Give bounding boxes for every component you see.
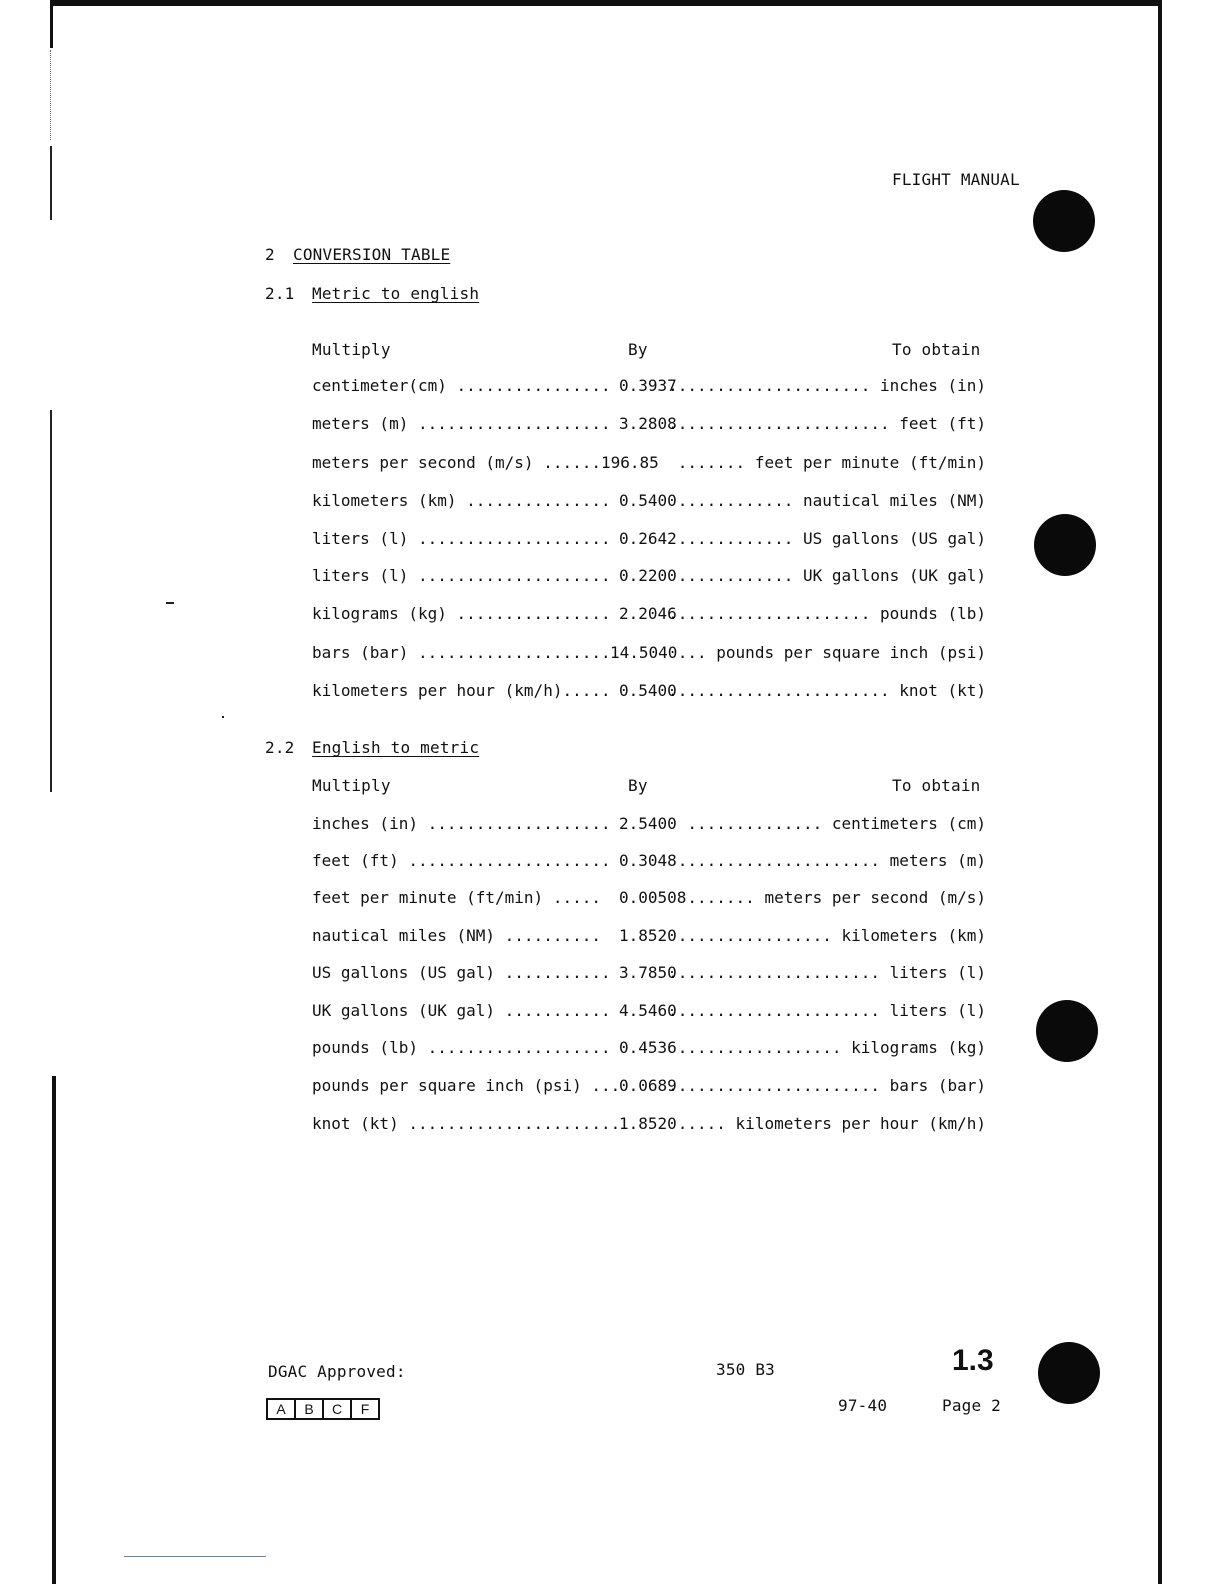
table-row [312, 888, 986, 910]
table-row [312, 851, 986, 873]
factor: 14.5040 [610, 643, 678, 662]
from-unit: feet (ft) ..................... [312, 851, 611, 870]
table-row [312, 453, 986, 475]
table-row [312, 529, 986, 551]
factor: 0.2642 [619, 529, 677, 548]
table-row [312, 376, 986, 398]
subsection-number: 2.1 [265, 284, 295, 303]
column-header-by: By [628, 340, 648, 359]
from-unit: bars (bar) .................... [312, 643, 611, 662]
from-unit: inches (in) ................... [312, 814, 611, 833]
revision-code: 97-40 [838, 1396, 888, 1415]
factor: 2.2046 [619, 604, 677, 623]
to-unit: .............. centimeters (cm) [687, 814, 986, 833]
to-unit: ............ nautical miles (NM) [677, 491, 986, 510]
factor: 0.4536 [619, 1038, 677, 1057]
subsection-title: English to metric [312, 738, 480, 757]
to-unit: ...................... liters (l) [668, 1001, 986, 1020]
factor: 0.3937 [619, 376, 677, 395]
from-unit: kilometers (km) ............... [312, 491, 611, 510]
scan-border-right [1158, 0, 1162, 1584]
from-unit: knot (kt) ...................... [312, 1114, 621, 1133]
from-unit: US gallons (US gal) ........... [312, 963, 611, 982]
from-unit: liters (l) .................... [312, 529, 611, 548]
scan-speck [222, 716, 224, 718]
to-unit: ............ UK gallons (UK gal) [677, 566, 986, 585]
factor: 2.5400 [619, 814, 677, 833]
to-unit: ..................... meters (m) [677, 851, 986, 870]
to-unit: ...................... liters (l) [668, 963, 986, 982]
from-unit: kilograms (kg) ................ [312, 604, 611, 623]
scan-dotted-edge [50, 50, 51, 140]
to-unit: ................ kilometers (km) [677, 926, 986, 945]
to-unit: ....... meters per second (m/s) [687, 888, 986, 907]
table-row [312, 566, 986, 588]
column-header-obtain: To obtain [892, 776, 981, 795]
factor: 3.2808 [619, 414, 677, 433]
approval-boxes [268, 1398, 380, 1420]
factor: 1.8520 [619, 1114, 677, 1133]
scan-speck [166, 602, 174, 604]
table-row [312, 491, 986, 513]
binder-hole [1034, 514, 1096, 576]
factor: 0.2200 [619, 566, 677, 585]
approval-label: DGAC Approved: [268, 1362, 406, 1381]
approval-box: A [266, 1398, 296, 1420]
to-unit: ....................... knot (kt) [668, 681, 986, 700]
scan-border-left [52, 1076, 56, 1584]
table-row [312, 926, 986, 948]
manual-title: FLIGHT MANUAL [892, 170, 1020, 189]
page-number: Page 2 [942, 1396, 1001, 1415]
binder-hole [1036, 1000, 1098, 1062]
factor: 1.8520 [619, 926, 677, 945]
section-number-large: 1.3 [952, 1344, 994, 1377]
from-unit: liters (l) .................... [312, 566, 611, 585]
factor: 0.5400 [619, 491, 677, 510]
from-unit: kilometers per hour (km/h)..... [312, 681, 611, 700]
factor: 3.7850 [619, 963, 677, 982]
column-header-obtain: To obtain [892, 340, 981, 359]
from-unit: feet per minute (ft/min) ..... [312, 888, 601, 907]
from-unit: pounds per square inch (psi) ... [312, 1076, 621, 1095]
binder-hole [1033, 190, 1095, 252]
section-title: CONVERSION TABLE [293, 245, 451, 264]
scan-border-left [50, 146, 52, 220]
to-unit: ..... kilometers per hour (km/h) [677, 1114, 986, 1133]
table-row [312, 681, 986, 703]
table-row [312, 963, 986, 985]
section-number: 2 [265, 245, 275, 264]
column-header-multiply: Multiply [312, 340, 391, 359]
table-row [312, 1038, 986, 1060]
from-unit: meters (m) .................... [312, 414, 611, 433]
scan-border-left [50, 0, 53, 48]
factor: 4.5460 [619, 1001, 677, 1020]
to-unit: ...................... bars (bar) [668, 1076, 986, 1095]
to-unit: ............ US gallons (US gal) [677, 529, 986, 548]
scan-border-top [50, 0, 1162, 6]
from-unit: UK gallons (UK gal) ........... [312, 1001, 611, 1020]
table-row [312, 1114, 986, 1136]
to-unit: ....................... feet (ft) [668, 414, 986, 433]
to-unit: ... pounds per square inch (psi) [677, 643, 986, 662]
factor: 0.00508 [619, 888, 687, 907]
table-row [312, 643, 986, 665]
from-unit: pounds (lb) ................... [312, 1038, 611, 1057]
approval-box: C [322, 1398, 352, 1420]
table-row [312, 414, 986, 436]
table-row [312, 1076, 986, 1098]
subsection-number: 2.2 [265, 738, 295, 757]
factor: 0.3048 [619, 851, 677, 870]
scan-bottom-rule [124, 1556, 266, 1557]
scan-border-left [50, 410, 52, 792]
approval-box: F [350, 1398, 380, 1420]
table-row [312, 814, 986, 836]
to-unit: ..................... pounds (lb) [668, 604, 986, 623]
from-unit: centimeter(cm) ................ [312, 376, 611, 395]
aircraft-model: 350 B3 [716, 1360, 775, 1379]
to-unit: ....... feet per minute (ft/min) [677, 453, 986, 472]
factor: 196.85 [601, 453, 659, 472]
table-row [312, 604, 986, 626]
column-header-multiply: Multiply [312, 776, 391, 795]
to-unit: ................. kilograms (kg) [677, 1038, 986, 1057]
from-unit: nautical miles (NM) .......... [312, 926, 601, 945]
to-unit: ..................... inches (in) [668, 376, 986, 395]
factor: 0.0689 [619, 1076, 677, 1095]
binder-hole [1038, 1342, 1100, 1404]
factor: 0.5400 [619, 681, 677, 700]
approval-box: B [294, 1398, 324, 1420]
subsection-title: Metric to english [312, 284, 480, 303]
table-row [312, 1001, 986, 1023]
column-header-by: By [628, 776, 648, 795]
from-unit: meters per second (m/s) ...... [312, 453, 601, 472]
